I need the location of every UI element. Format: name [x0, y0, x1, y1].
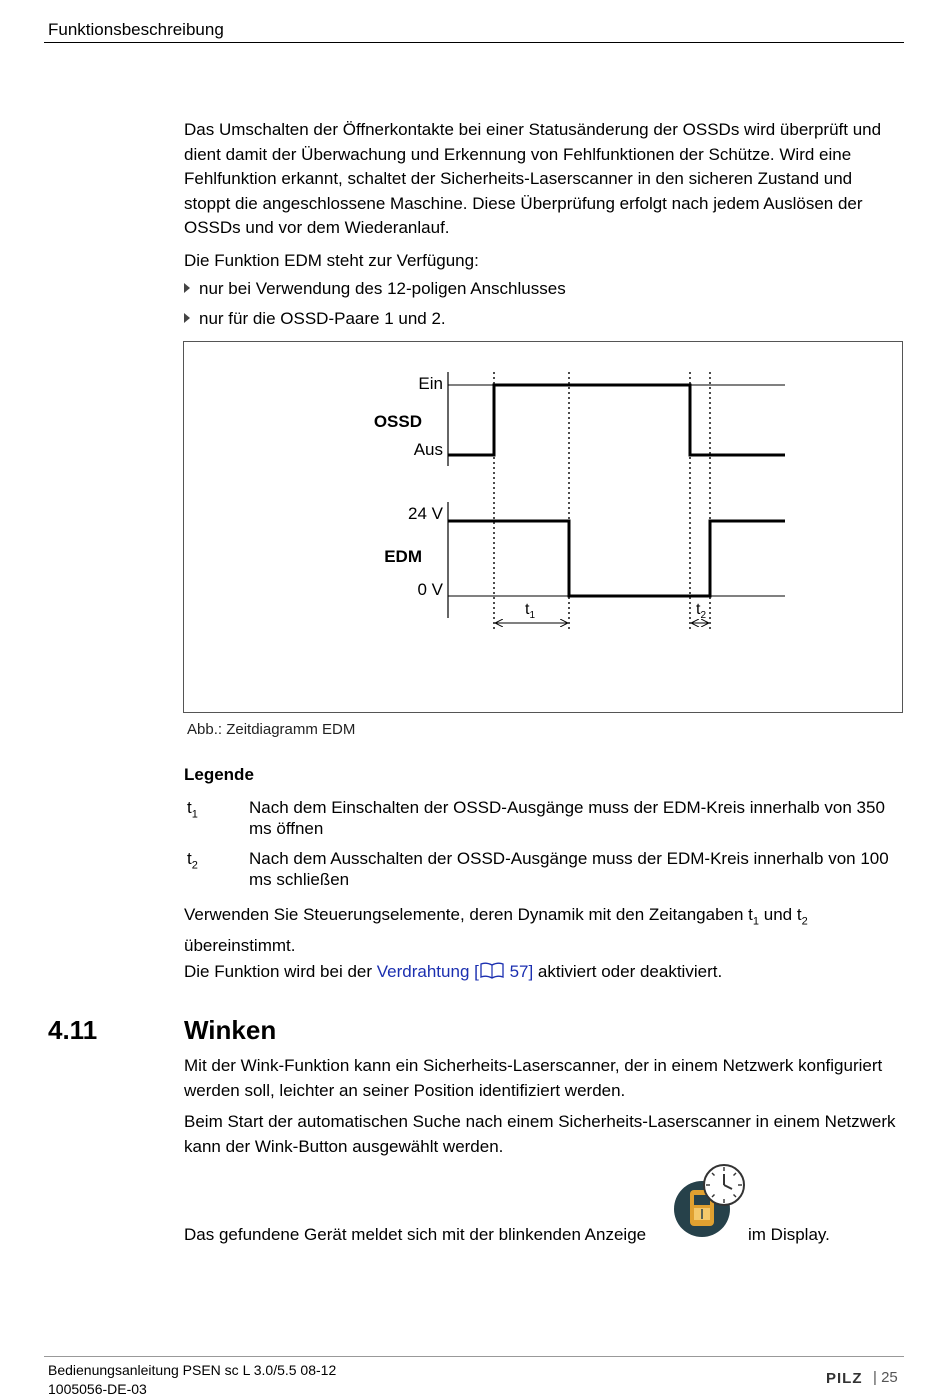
paragraph-control-elements: Verwenden Sie Steuerungselemente, deren Dynamik mit den Zeitangaben $t_1$ und $t_2$ übereinstimmt.	[184, 905, 808, 955]
paragraph-edm-description: Das Umschalten der Öffnerkontakte bei einer Statusänderung der OSSDs wird überprüft und dient damit der Überwachung und Erkennung von Fehlfunktionen der Schütze. Wird eine Fehlfunktion erkannt, schaltet der Sicherheits-Laserscanner in den sicheren Zustand und stoppt die angeschlossene Maschine. Diese Überprüfung erfolgt nach jedem Auslösen der OSSDs und vor dem Wiederanlauf.	[184, 120, 882, 237]
paragraph-display-indicator: Das gefundene Gerät meldet sich mit der blinkenden Anzeige	[184, 1225, 647, 1244]
paragraph-wink-function: Mit der Wink-Funktion kann ein Sicherheits-Laserscanner, der in einem Netzwerk konfiguriert werden soll, leichter an seiner Position identifiziert werden.	[184, 1056, 883, 1100]
t2-label: $t_2$	[696, 601, 707, 621]
legend-symbol-t2: $t_2$	[187, 849, 198, 872]
bullet-arrow-icon	[184, 283, 190, 293]
paragraph-wiring-reference: Die Funktion wird bei der Verdrahtung [ 57] aktiviert oder deaktiviert.	[184, 962, 723, 981]
list-item: nur für die OSSD-Paare 1 und 2.	[184, 309, 446, 329]
ossd-signal-trace	[448, 385, 785, 455]
ossd-label: OSSD	[373, 412, 422, 431]
bullet-arrow-icon	[184, 313, 190, 323]
t1-label: $t_1$	[525, 601, 536, 621]
edm-low-label: 0 V	[417, 580, 443, 599]
header-divider	[44, 42, 904, 43]
edm-label: EDM	[384, 547, 422, 566]
ossd-on-label: Ein	[418, 374, 443, 393]
legend-symbol-t1: $t_1$	[187, 798, 198, 821]
footer-divider	[44, 1356, 904, 1357]
paragraph-display-suffix: im Display.	[748, 1225, 830, 1244]
book-icon	[479, 961, 505, 979]
paragraph-edm-availability: Die Funktion EDM steht zur Verfügung:	[184, 251, 479, 270]
figure-caption: Abb.: Zeitdiagramm EDM	[187, 721, 356, 738]
legend-text-t1: Nach dem Einschalten der OSSD-Ausgänge muss der EDM-Kreis innerhalb von 350 ms öffnen	[249, 798, 885, 838]
wink-display-icon	[670, 1163, 748, 1241]
ossd-off-label: Aus	[413, 440, 443, 459]
timing-diagram-svg	[184, 342, 904, 714]
edm-signal-trace	[448, 521, 785, 596]
section-number: 4.11	[48, 1015, 98, 1045]
section-title: Winken	[184, 1015, 277, 1045]
footer-document-number: 1005056-DE-03	[48, 1381, 147, 1397]
page-number: | 25	[873, 1369, 898, 1386]
list-item: nur bei Verwendung des 12-poligen Anschlusses	[184, 279, 566, 299]
paragraph-wink-button: Beim Start der automatischen Suche nach einem Sicherheits-Laserscanner in einem Netzwerk kann der Wink-Button ausgewählt werden.	[184, 1112, 896, 1156]
footer-manual-title: Bedienungsanleitung PSEN sc L 3.0/5.5 08-12	[48, 1362, 337, 1378]
page-header-title: Funktionsbeschreibung	[48, 20, 224, 39]
legend-text-t2: Nach dem Ausschalten der OSSD-Ausgänge muss der EDM-Kreis innerhalb von 100 ms schließen	[249, 849, 889, 889]
pilz-logo: PILZ	[826, 1370, 863, 1387]
legend-title: Legende	[184, 765, 254, 784]
edm-timing-diagram	[183, 341, 903, 713]
edm-high-label: 24 V	[408, 504, 443, 523]
wiring-link[interactable]: Verdrahtung [ 57]	[376, 962, 534, 981]
